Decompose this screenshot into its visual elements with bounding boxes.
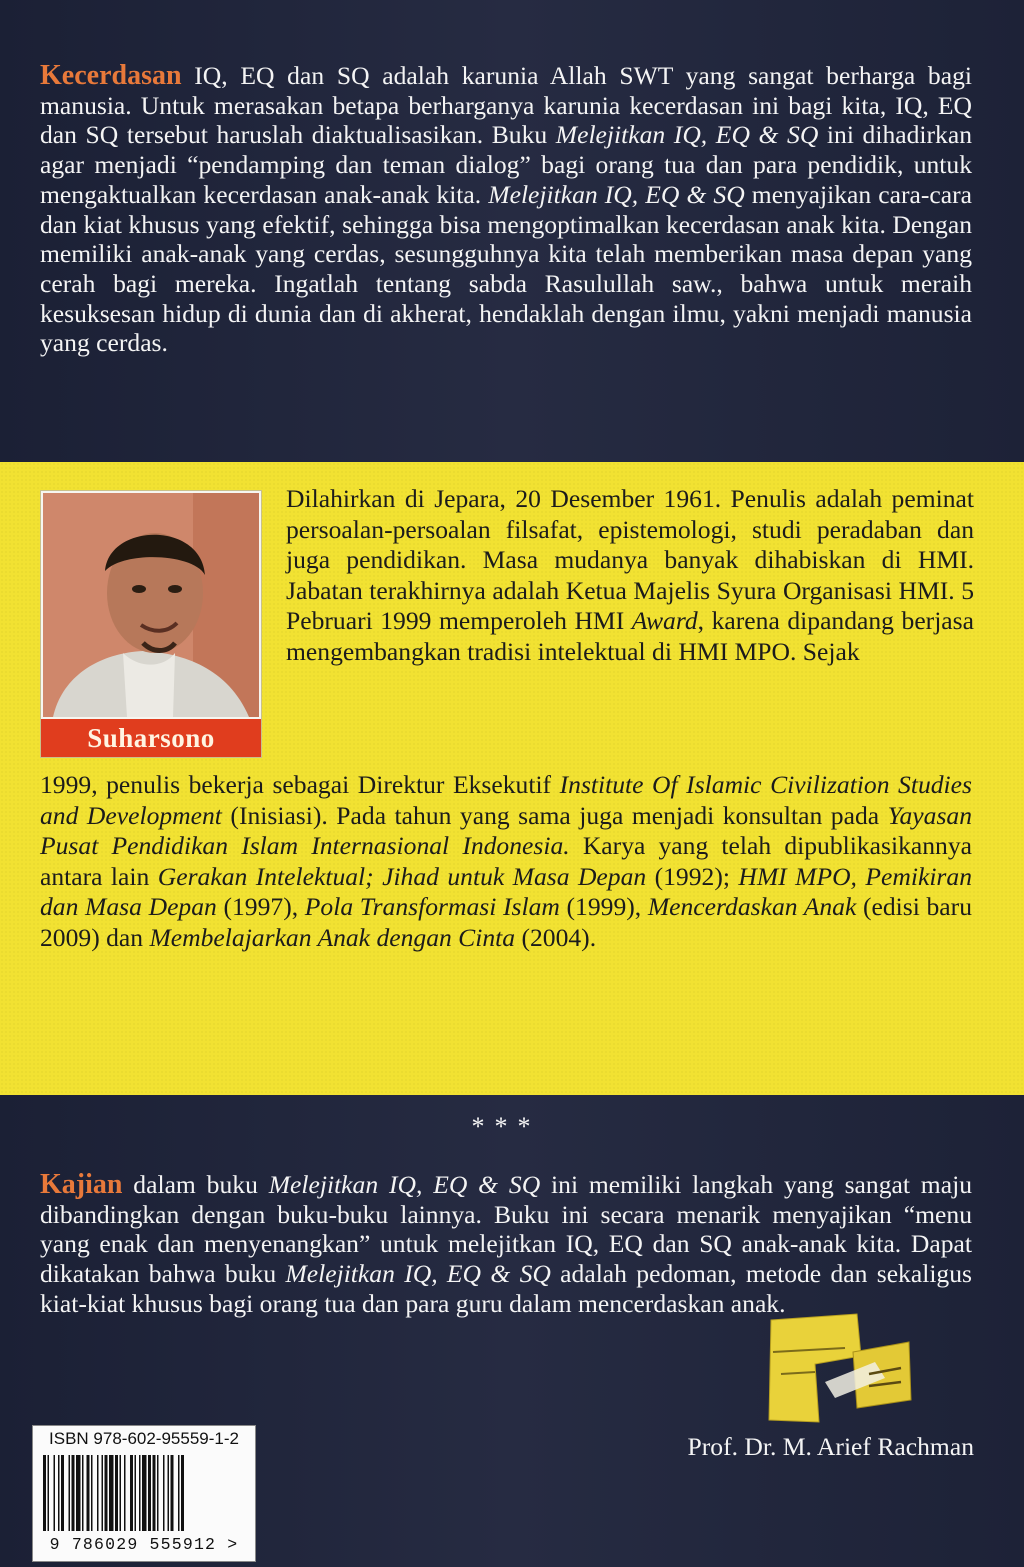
- book-title-ref: Melejitkan IQ, EQ & SQ: [488, 179, 745, 209]
- barcode-bar: [87, 1455, 90, 1531]
- work-year: (2004).: [515, 922, 597, 952]
- section-separator: ***: [471, 1112, 541, 1141]
- barcode-digits: 9 786029 555912 >: [49, 1535, 239, 1554]
- barcode-bar: [72, 1455, 75, 1531]
- barcode-bar: [139, 1455, 141, 1531]
- blurb-text: IQ, EQ dan SQ adalah karunia Allah SWT yang sangat berharga bagi manusia. Untuk merasakan betapa berharganya karunia kecerdasan ini bagi kita, IQ, EQ dan SQ tersebut haruslah diaktualisasikan. Buku: [40, 61, 972, 150]
- barcode-bar: [163, 1455, 165, 1531]
- review-blurb: [40, 1170, 972, 1319]
- barcode-bar: [61, 1455, 64, 1531]
- blurb-text: menyajikan cara-cara dan kiat khusus yang efektif, sehingga bisa mengoptimalkan kecerdasan anak kita. Dengan memiliki anak-anak yang cerdas, sesungguhnya kita telah memberikan masa depan yang cerah bagi mereka. Ingatlah tentang sabda Rasulullah saw., bahwa untuk meraih kesuksesan hidup di dunia dan di akherat, hendaklah dengan ilmu, yakni menjadi manusia yang cerdas.: [40, 179, 972, 358]
- bio-text: (Inisiasi). Pada tahun yang sama juga menjadi konsultan pada: [221, 800, 888, 830]
- barcode-bar: [54, 1455, 56, 1531]
- work-title: Gerakan Intelektual; Jihad untuk Masa Depan: [157, 861, 647, 891]
- author-bio-intro: [286, 484, 974, 668]
- barcode-bar: [124, 1455, 126, 1531]
- work-title: Pola Transformasi Islam: [304, 892, 560, 922]
- barcode-bar: [181, 1455, 184, 1531]
- barcode-bar: [148, 1455, 151, 1531]
- reviewer-name: Prof. Dr. M. Arief Rachman: [687, 1432, 974, 1461]
- barcode-bar: [58, 1455, 60, 1531]
- blurb-lead-word: Kecerdasan: [40, 60, 182, 91]
- institute-name: Institute Of Islamic Civilization Studies and Development: [40, 770, 972, 830]
- review-lead-word: Kajian: [40, 1169, 123, 1200]
- barcode-bar: [168, 1455, 170, 1531]
- bio-text: 1999, penulis bekerja sebagai Direktur Eksekutif: [40, 770, 560, 799]
- work-title: HMI MPO, Pemikiran dan Masa Depan: [40, 861, 972, 922]
- barcode-bar: [105, 1455, 108, 1531]
- work-year: (1992);: [646, 861, 739, 891]
- barcode-bar: [109, 1455, 114, 1531]
- author-portrait-illustration: [43, 493, 259, 717]
- work-year: (1999),: [559, 892, 648, 922]
- barcode-bar: [157, 1455, 159, 1531]
- award-word: Award: [631, 606, 698, 636]
- isbn-barcode: [32, 1425, 256, 1562]
- book-title-ref: Melejitkan IQ, EQ & SQ: [268, 1170, 541, 1199]
- review-text: ini memiliki langkah yang sangat maju dibandingkan dengan buku-buku lainnya. Buku ini secara menarik menyajikan “menu yang enak dan menyenangkan” untuk melejitkan IQ, EQ dan SQ anak-anak kita. Dapat dikatakan bahwa buku: [40, 1170, 972, 1289]
- author-photo-frame: [40, 490, 262, 758]
- top-blurb: [40, 61, 972, 358]
- review-text: dalam buku: [122, 1170, 269, 1199]
- book-title-ref: Melejitkan IQ, EQ & SQ: [285, 1259, 551, 1289]
- barcode-bar: [115, 1455, 118, 1531]
- barcode-bar: [43, 1455, 46, 1531]
- barcode-bar: [102, 1455, 104, 1531]
- barcode-bar: [120, 1455, 122, 1531]
- review-text: adalah pedoman, metode dan sekaligus kiat-kiat khusus bagi orang tua dan para guru dalam mencerdaskan anak.: [40, 1259, 972, 1318]
- barcode-bar: [97, 1455, 99, 1531]
- author-bio-continued: [40, 770, 972, 954]
- bio-text: Karya yang telah dipublikasikannya antara lain: [40, 831, 972, 891]
- work-year: (edisi baru 2009) dan: [40, 892, 972, 952]
- barcode-bar: [91, 1455, 93, 1531]
- barcode-bars: [33, 1453, 255, 1533]
- author-name-tag: Suharsono: [41, 719, 261, 757]
- barcode-bar: [153, 1455, 156, 1531]
- barcode-bar: [135, 1455, 137, 1531]
- work-year: (1997),: [216, 892, 305, 922]
- barcode-bar: [171, 1455, 174, 1531]
- barcode-bar: [178, 1455, 180, 1531]
- barcode-bar: [69, 1455, 71, 1531]
- work-title: Mencerdaskan Anak: [647, 892, 857, 922]
- work-title: Membelajarkan Anak dengan Cinta: [149, 922, 516, 952]
- book-title-ref: Melejitkan IQ, EQ & SQ: [555, 120, 819, 150]
- bio-text: , karena dipandang berjasa mengembangkan tradisi intelektual di HMI MPO. Sejak: [286, 606, 974, 666]
- isbn-number: ISBN 978-602-95559-1-2: [49, 1429, 239, 1448]
- bio-text: Dilahirkan di Jepara, 20 Desember 1961. Penulis adalah peminat persoalan-persoalan filsafat, epistemologi, studi peradaban dan juga pendidikan. Masa mudanya banyak dihabiskan di HMI. Jabatan terakhirnya adalah Ketua Majelis Syura Organisasi HMI. 5 Pebruari 1999 memperoleh HMI: [286, 484, 974, 636]
- barcode-bar: [142, 1455, 147, 1531]
- barcode-bar: [48, 1455, 50, 1531]
- barcode-bar: [76, 1455, 81, 1531]
- blurb-text: ini dihadirkan agar menjadi “pendamping dan teman dialog” bagi orang tua dan para pendidik, untuk mengaktualkan kecerdasan anak-anak kita.: [40, 120, 972, 209]
- barcode-bar: [82, 1455, 84, 1531]
- author-photo: [43, 493, 259, 717]
- price-sticker: [765, 1312, 915, 1424]
- foundation-name: Yayasan Pusat Pendidikan Islam Internasional Indonesia.: [40, 800, 973, 861]
- barcode-bar: [130, 1455, 133, 1531]
